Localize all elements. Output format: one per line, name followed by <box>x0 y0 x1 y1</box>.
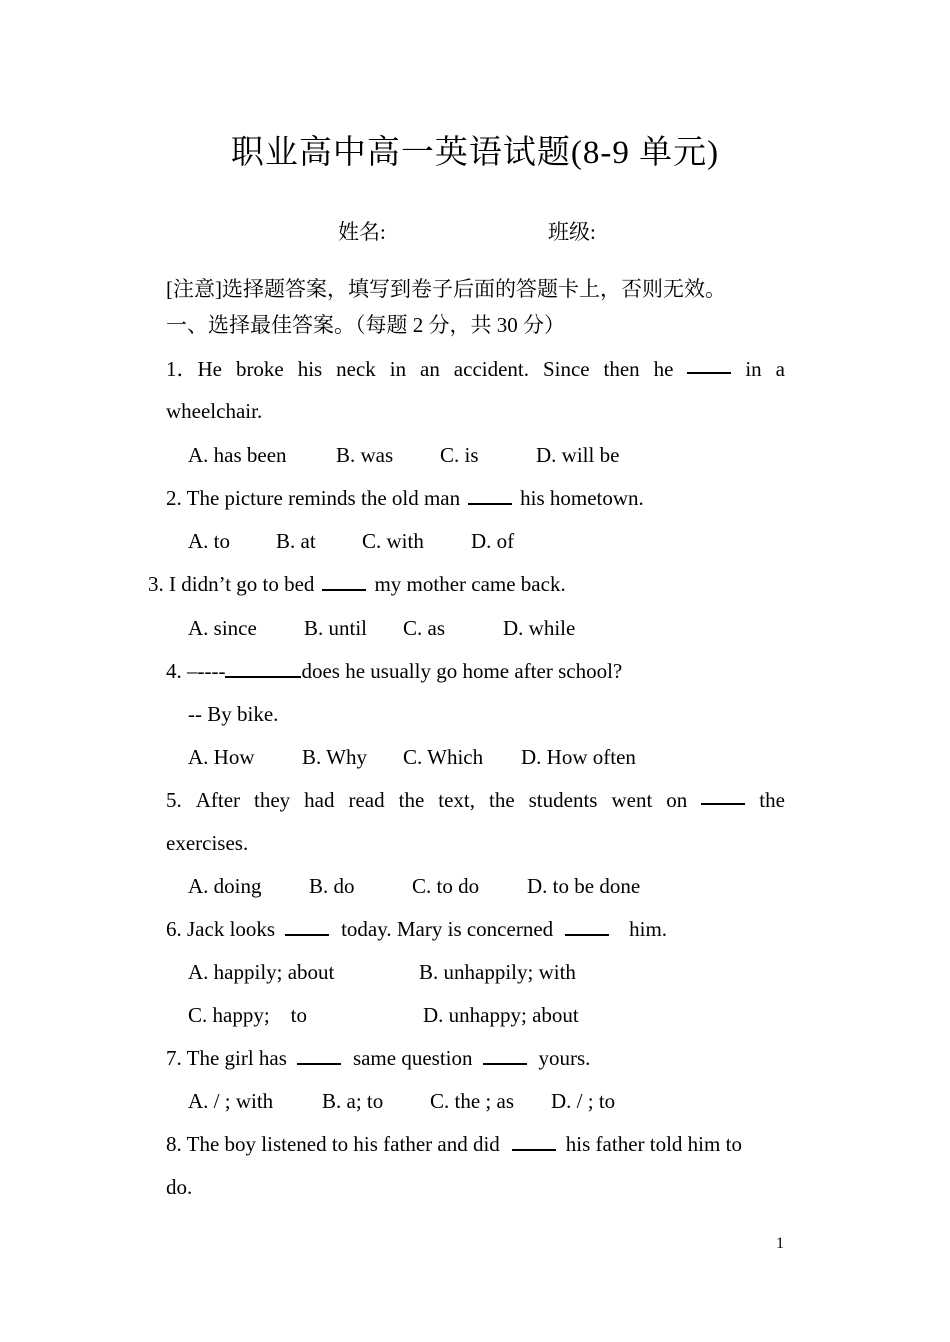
question-4: 4. –---- does he usually go home after school? <box>166 659 623 683</box>
question-5-line1: 5. After they had read the text, the students went on the <box>166 785 785 815</box>
answer-blank <box>483 1045 527 1065</box>
answer-blank <box>468 485 512 505</box>
q3-option-c: C. as <box>403 616 445 640</box>
answer-blank <box>285 916 329 936</box>
q2-option-c: C. with <box>362 529 424 553</box>
q6-option-b: B. unhappily; with <box>419 960 576 984</box>
q1-option-a: A. has been <box>188 443 287 467</box>
name-label: 姓名: <box>338 220 386 244</box>
q4-option-c: C. Which <box>403 745 484 769</box>
q6-option-c: C. happy; to <box>188 1003 307 1027</box>
q3-option-d: D. while <box>503 616 576 640</box>
question-2: 2. The picture reminds the old man his hometown. <box>166 486 644 510</box>
question-8-line2: do. <box>166 1175 193 1199</box>
question-7: 7. The girl has same question yours. <box>166 1046 591 1070</box>
answer-blank <box>512 1131 556 1151</box>
q4-option-b: B. Why <box>302 745 367 769</box>
q7-option-b: B. a; to <box>322 1089 384 1113</box>
q4-option-d: D. How often <box>521 745 636 769</box>
question-8: 8. The boy listened to his father and did his father told him to <box>166 1132 742 1156</box>
notice: [注意]选择题答案，填写到卷子后面的答题卡上，否则无效。 <box>166 277 726 301</box>
q2-option-b: B. at <box>276 529 316 553</box>
question-5-line2: exercises. <box>166 831 249 855</box>
q5-option-b: B. do <box>309 874 355 898</box>
q2-option-d: D. of <box>471 529 515 553</box>
q5-option-d: D. to be done <box>527 874 641 898</box>
q3-option-a: A. since <box>188 616 257 640</box>
q5-option-a: A. doing <box>188 874 262 898</box>
section-heading: 一、选择最佳答案。（每题 2 分，共 30 分） <box>166 313 565 337</box>
q1-option-d: D. will be <box>536 443 620 467</box>
q1-option-b: B. was <box>336 443 394 467</box>
q1-option-c: C. is <box>440 443 479 467</box>
q7-option-d: D. / ; to <box>551 1089 616 1113</box>
q6-option-d: D. unhappy; about <box>423 1003 579 1027</box>
page-number: 1 <box>776 1235 784 1252</box>
answer-blank <box>687 354 731 374</box>
q3-option-b: B. until <box>304 616 368 640</box>
q4-option-a: A. How <box>188 745 255 769</box>
q6-option-a: A. happily; about <box>188 960 335 984</box>
answer-blank <box>701 785 745 805</box>
q2-option-a: A. to <box>188 529 230 553</box>
question-1-line2: wheelchair. <box>166 399 263 423</box>
question-4-answer-line: -- By bike. <box>188 702 279 726</box>
answer-blank <box>322 571 366 591</box>
question-1-line1: 1．He broke his neck in an accident. Since then he in a <box>166 354 785 384</box>
question-3: 3. I didn’t go to bed my mother came back. <box>148 572 566 596</box>
q5-option-c: C. to do <box>412 874 480 898</box>
answer-blank <box>565 916 609 936</box>
q7-option-c: C. the ; as <box>430 1089 514 1113</box>
question-6: 6. Jack looks today. Mary is concerned him. <box>166 917 668 941</box>
answer-blank <box>297 1045 341 1065</box>
page-title: 职业高中高一英语试题(8-9 单元) <box>230 135 720 171</box>
class-label: 班级: <box>548 220 596 244</box>
answer-blank <box>225 658 301 678</box>
q7-option-a: A. / ; with <box>188 1089 274 1113</box>
